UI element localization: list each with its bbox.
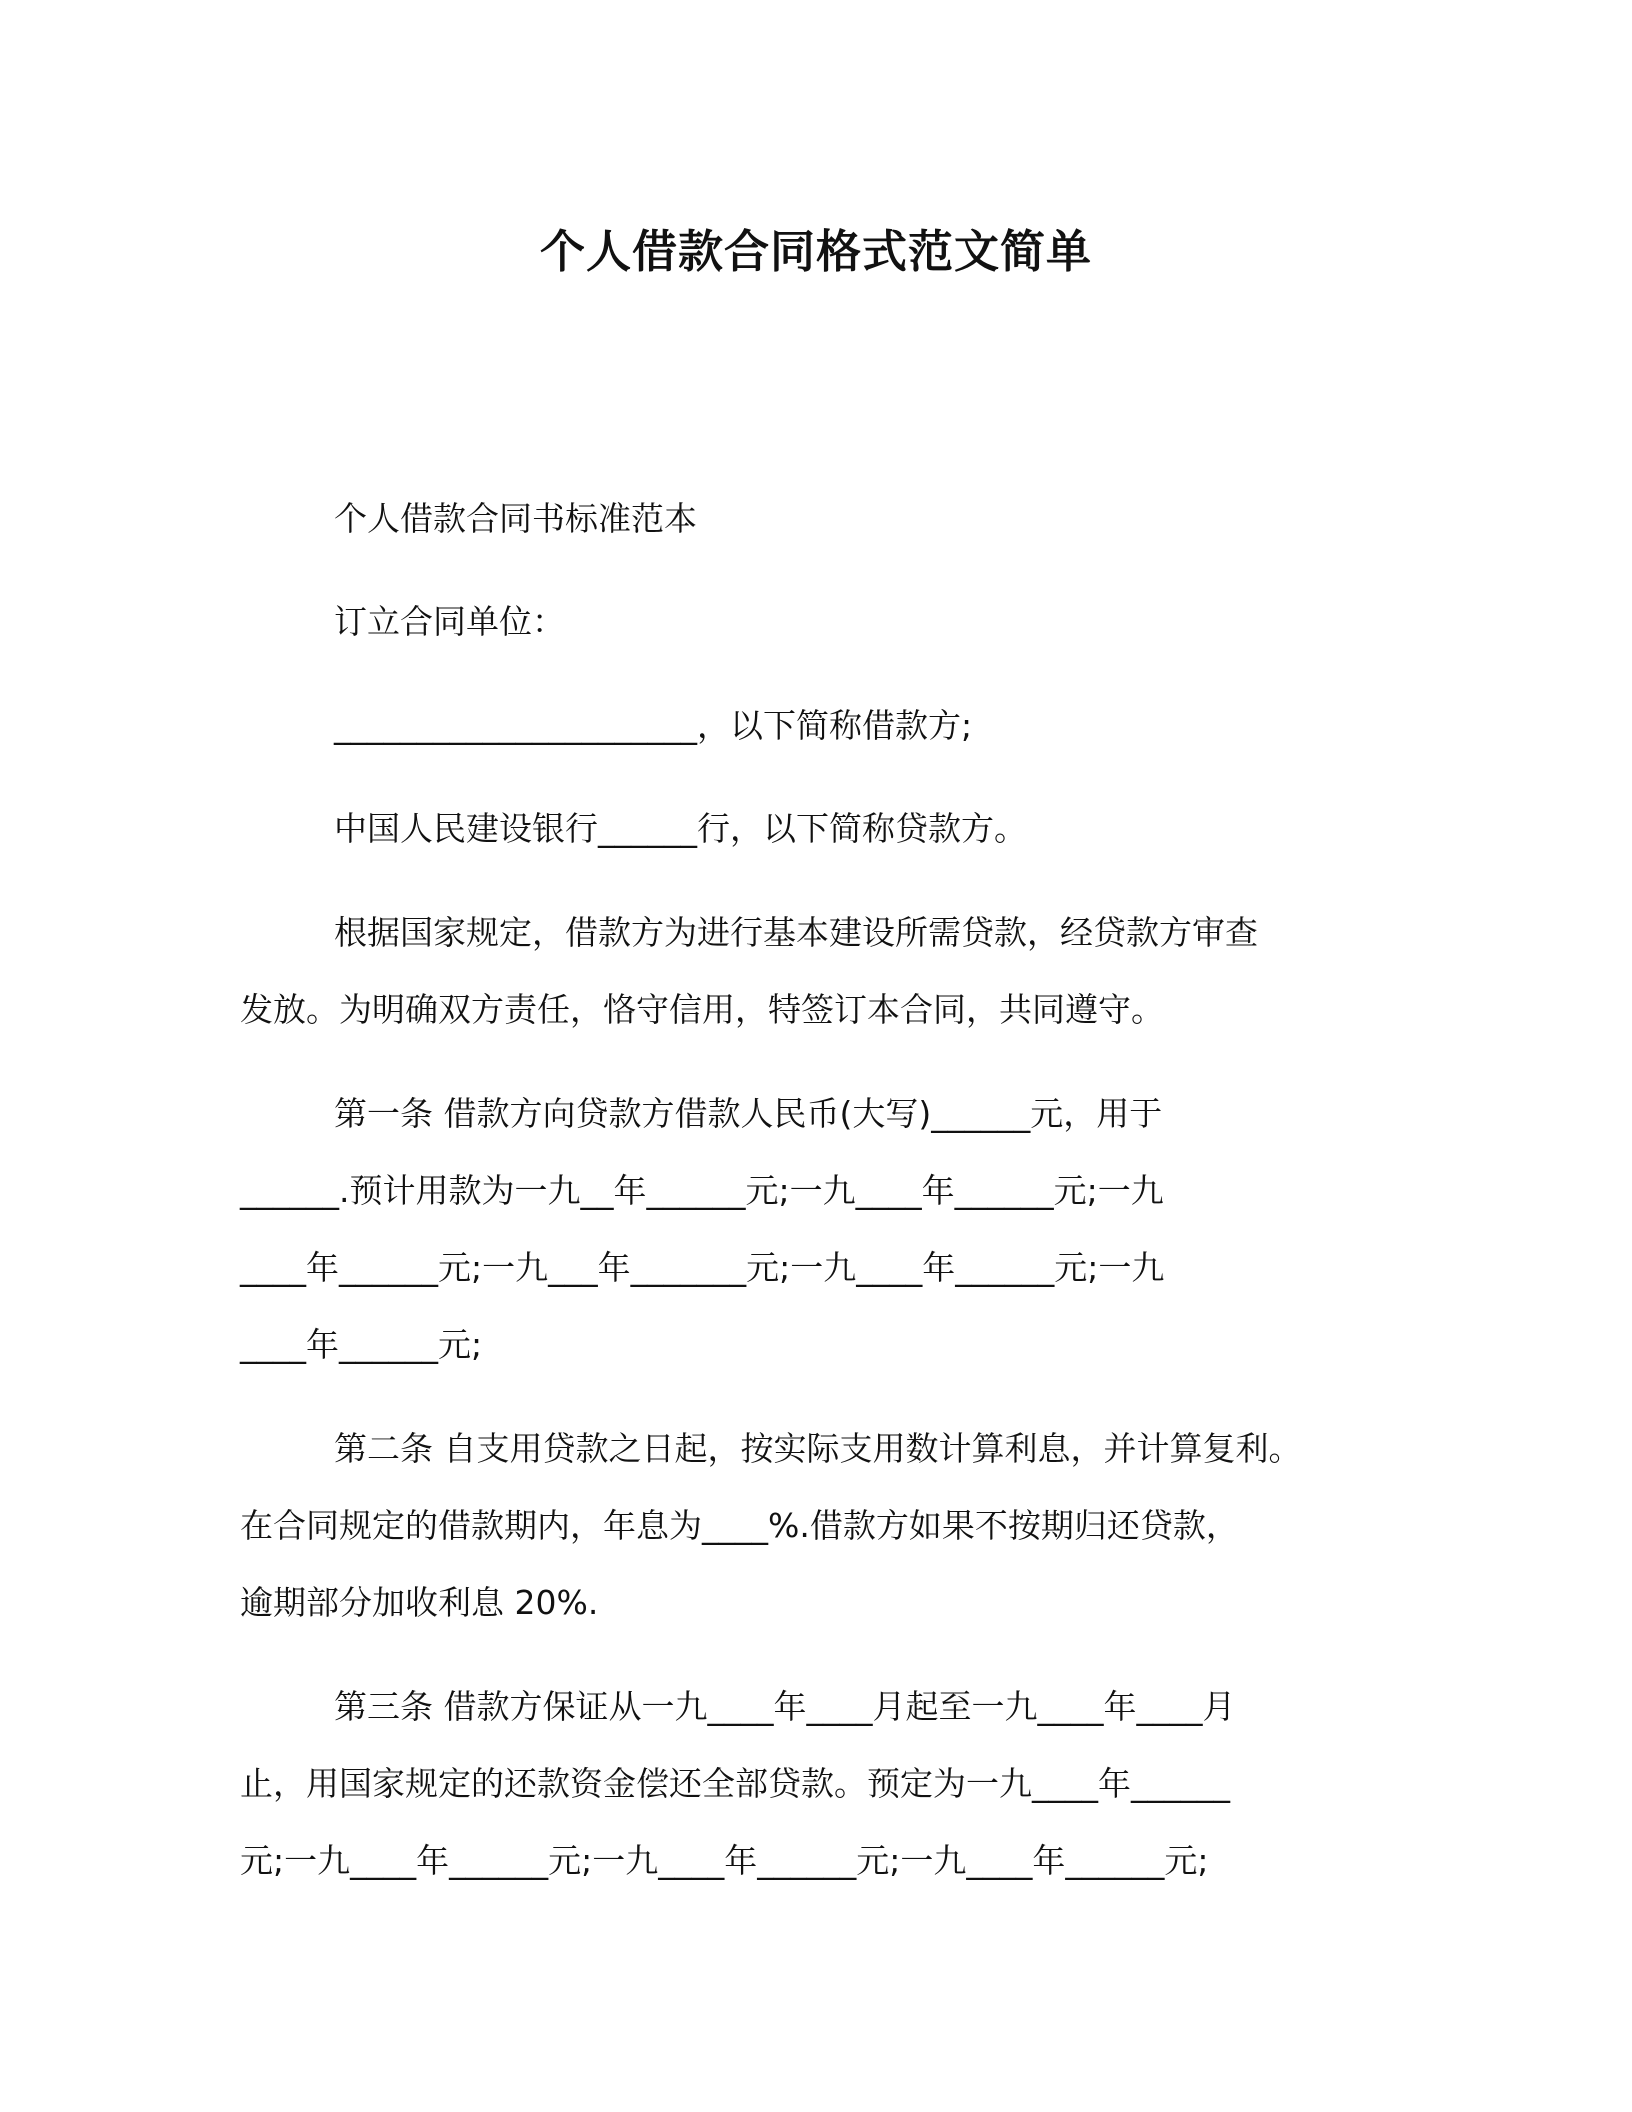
lender-line: 中国人民建设银行______行，以下简称贷款方。 (334, 809, 1027, 848)
parties-heading: 订立合同单位： (334, 602, 565, 641)
preamble-line-2: 发放。为明确双方责任，恪守信用，特签订本合同，共同遵守。 (240, 990, 1164, 1029)
article-3-line-3: 元;一九____年______元;一九____年______元;一九____年______元; (240, 1841, 1209, 1880)
document-title: 个人借款合同格式范文简单 (539, 225, 1092, 278)
article-1-line-4: ____年______元; (240, 1325, 483, 1364)
subtitle-line: 个人借款合同书标准范本 (334, 499, 697, 538)
article-1-line-3: ____年______元;一九___年_______元;一九____年______元;一九 (240, 1248, 1165, 1287)
article-2-line-1: 第二条 自支用贷款之日起，按实际支用数计算利息，并计算复利。 (334, 1429, 1302, 1468)
borrower-line: ______________________，以下简称借款方; (334, 706, 973, 745)
article-2-line-3: 逾期部分加收利息 20%. (240, 1583, 599, 1622)
article-2-line-2: 在合同规定的借款期内，年息为____%.借款方如果不按期归还贷款， (240, 1506, 1239, 1545)
article-3-line-2: 止，用国家规定的还款资金偿还全部贷款。预定为一九____年______ (240, 1764, 1230, 1803)
article-1-line-2: ______.预计用款为一九__年______元;一九____年______元;一九 (240, 1171, 1164, 1210)
preamble-line-1: 根据国家规定，借款方为进行基本建设所需贷款，经贷款方审查 (334, 913, 1258, 952)
article-1-line-1: 第一条 借款方向贷款方借款人民币(大写)______元，用于 (334, 1094, 1163, 1133)
article-3-line-1: 第三条 借款方保证从一九____年____月起至一九____年____月 (334, 1687, 1236, 1726)
